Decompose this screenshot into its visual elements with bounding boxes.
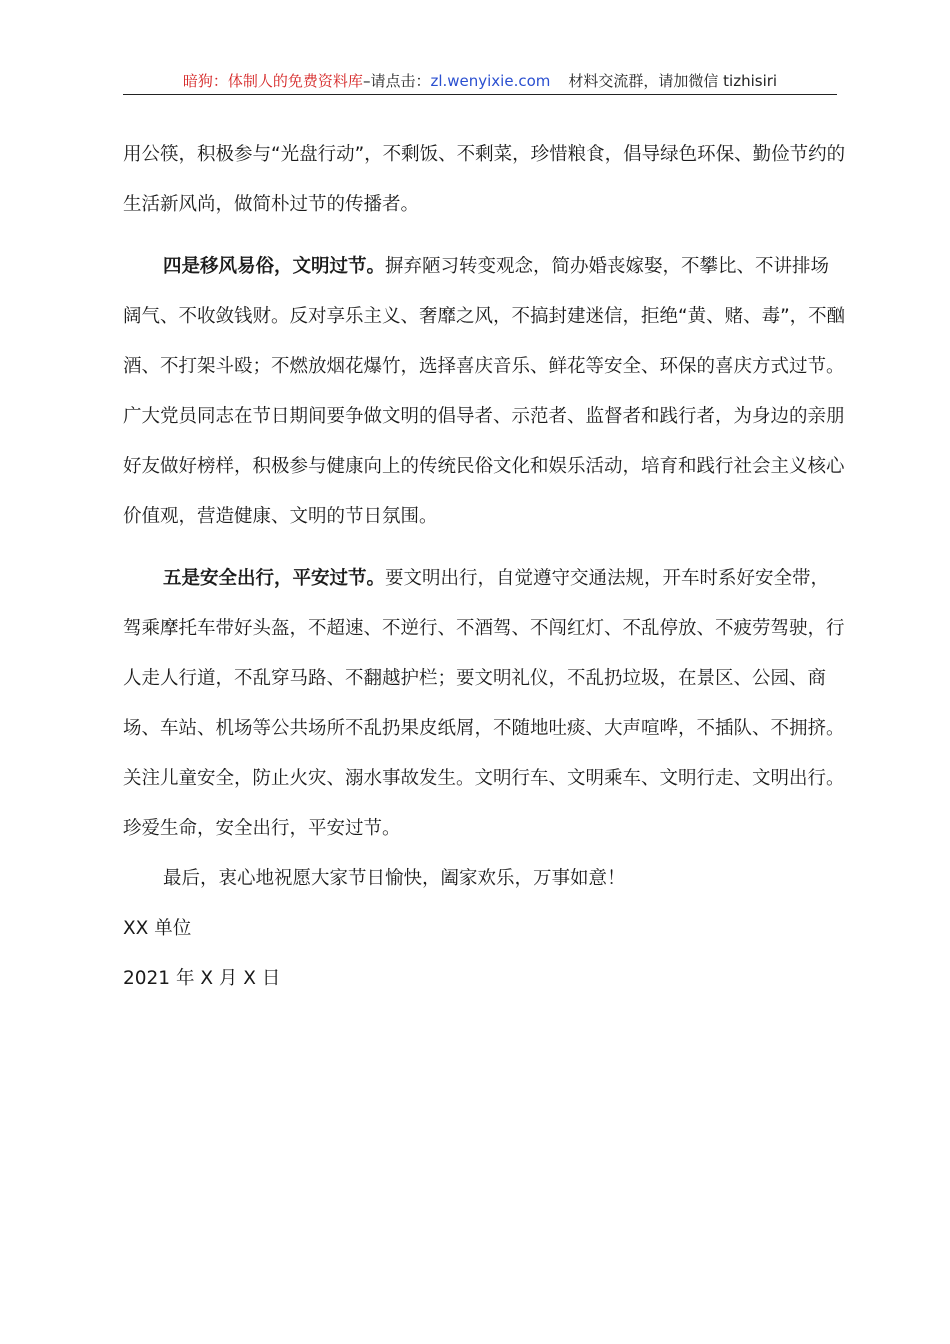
paragraph-continued: 用公筷，积极参与“光盘行动”，不剩饭、不剩菜，珍惜粮食，倡导绿色环保、勤俭节约的生活新风尚，做简朴过节的传播者。 xyxy=(123,144,846,215)
document-body xyxy=(123,130,847,1004)
paragraph-four-text: 摒弃陋习转变观念，简办婚丧嫁娶，不攀比、不讲排场阔气、不收敛钱财。反对享乐主义、奢靡之风，不搞封建迷信，拒绝“黄、赌、毒”，不酗酒、不打架斗殴；不燃放烟花爆竹，选择喜庆音乐、鲜花等安全、环保的喜庆方式过节。广大党员同志在节日期间要争做文明的倡导者、示范者、监督者和践行者，为身边的亲朋好友做好榜样，积极参与健康向上的传统民俗文化和娱乐活动，培育和践行社会主义核心价值观，营造健康、文明的节日氛围。 xyxy=(123,256,846,527)
signature-date: 2021 年 X 月 X 日 xyxy=(123,968,281,989)
paragraph-five xyxy=(123,554,847,854)
paragraph-four-heading: 四是移风易俗，文明过节。 xyxy=(163,256,386,277)
signature-organization: XX 单位 xyxy=(123,918,192,939)
closing-wishes: 最后，衷心地祝愿大家节日愉快，阖家欢乐，万事如意！ xyxy=(163,868,626,889)
paragraph-five-heading: 五是安全出行，平安过节。 xyxy=(163,568,386,589)
click-prompt: –请点击： xyxy=(362,72,431,90)
site-url-link[interactable]: zl.wenyixie.com xyxy=(430,72,551,90)
page-header xyxy=(123,70,837,95)
wechat-contact: 材料交流群，请加微信 tizhisiri xyxy=(568,72,778,90)
paragraph-four xyxy=(123,242,847,542)
site-name: 暗狗：体制人的免费资料库 xyxy=(182,72,363,90)
paragraph-five-text: 要文明出行，自觉遵守交通法规，开车时系好安全带，驾乘摩托车带好头盔，不超速、不逆行、不酒驾、不闯红灯、不乱停放、不疲劳驾驶，行人走人行道，不乱穿马路、不翻越护栏；要文明礼仪，不乱扔垃圾，在景区、公园、商场、车站、机场等公共场所不乱扔果皮纸屑，不随地吐痰、大声喧哗，不插队、不拥挤。关注儿童安全，防止火灾、溺水事故发生。文明行车、文明乘车、文明行走、文明出行。珍爱生命，安全出行，平安过节。 xyxy=(123,568,845,839)
